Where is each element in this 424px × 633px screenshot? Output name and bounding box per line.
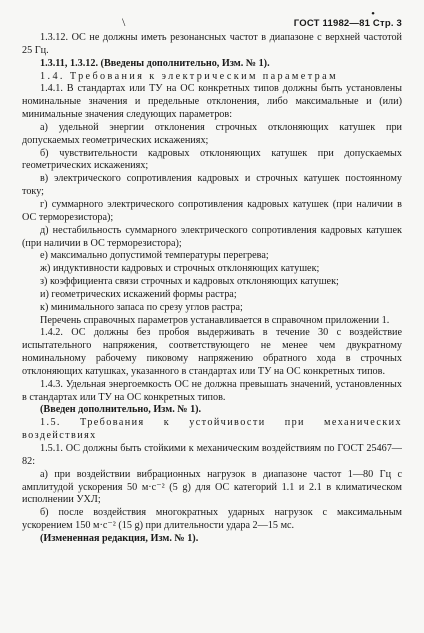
list-item-e: е) максимально допустимой температуры перегрева; [40,250,269,262]
list-item-i: и) геометрических искажений формы растра; [40,288,237,300]
pen-mark: \ [122,15,126,29]
list-item-k: к) минимального запаса по срезу углов растра; [40,301,243,313]
list-item-z: з) коэффициента связи строчных и кадровых отклоняющих катушек; [40,276,339,288]
header-dot: • [371,8,375,20]
paragraph-1-3-12: 1.3.12. ОС не должны иметь резонансных частот в диапазоне с верхней частотой 25 Гц. [22,32,402,56]
list-item-g: г) суммарного электрического сопротивления кадровых катушек (при наличии в ОС терморезистора); [22,198,402,223]
reference-note: Перечень справочных параметров устанавливается в справочном приложении 1. [40,314,390,326]
amendment-note: (Измененная редакция, Изм. № 1). [40,532,199,544]
amendment-note: (Введен дополнительно, Изм. № 1). [40,404,202,416]
page-header [22,8,402,32]
list-item-v: в) электрического сопротивления кадровых и строчных катушек постоянному току; [22,173,402,198]
list-item-b-shock: б) после воздействия многократных ударных нагрузок с максимальным ускорением 150 м·с⁻² (15 g) при длительности удара 2—15 мс. [22,507,402,532]
section-heading-1-4: 1.4. Требования к электрическим параметрам [40,70,338,82]
list-item-a: а) удельной энергии отклонения строчных отклоняющих катушек при допускаемых геометрических искажениях; [22,121,402,146]
section-heading-1-5: 1.5. Требования к устойчивости при механических воздействиях [22,417,402,442]
list-item-b: б) чувствительности кадровых отклоняющих катушек при допускаемых геометрических искажениях; [22,147,402,172]
page-title: ГОСТ 11982—81 Стр. 3 [293,18,402,29]
paragraph-1-4-1: 1.4.1. В стандартах или ТУ на ОС конкретных типов должны быть установлены номинальные значения и предельные отклонения, либо максимальные и (или) минимальные значения следующих параметров: [22,83,402,121]
paragraph-1-5-1: 1.5.1. ОС должны быть стойкими к механическим воздействиям по ГОСТ 25467—82: [22,443,402,467]
document-body [22,32,402,546]
amendment-note: 1.3.11, 1.3.12. (Введены дополнительно, Изм. № 1). [40,57,270,69]
paragraph-1-4-2: 1.4.2. ОС должны без пробоя выдерживать в течение 30 с воздействие испытательного напряжения, соответствующего не менее чем двукратному номинальному рабочему пиковому напряжению обратного хода в строчных отклоняющих катушках, указанного в стандартах или ТУ на ОС конкретных типов. [22,327,402,377]
list-item-zh: ж) индуктивности кадровых и строчных отклоняющих катушек; [40,263,320,275]
list-item-a-vibration: а) при воздействии вибрационных нагрузок в диапазоне частот 1—80 Гц с амплитудой ускорения 50 м·с⁻² (5 g) для ОС категорий 1.1 и 2.1 в климатическом исполнении УХЛ; [22,468,402,506]
list-item-d: д) нестабильность суммарного электрического сопротивления кадровых катушек (при наличии в ОС терморезистора); [22,224,402,249]
paragraph-1-4-3: 1.4.3. Удельная энергоемкость ОС не должна превышать значений, установленных в стандартах или ТУ на ОС конкретных типов. [22,378,402,403]
